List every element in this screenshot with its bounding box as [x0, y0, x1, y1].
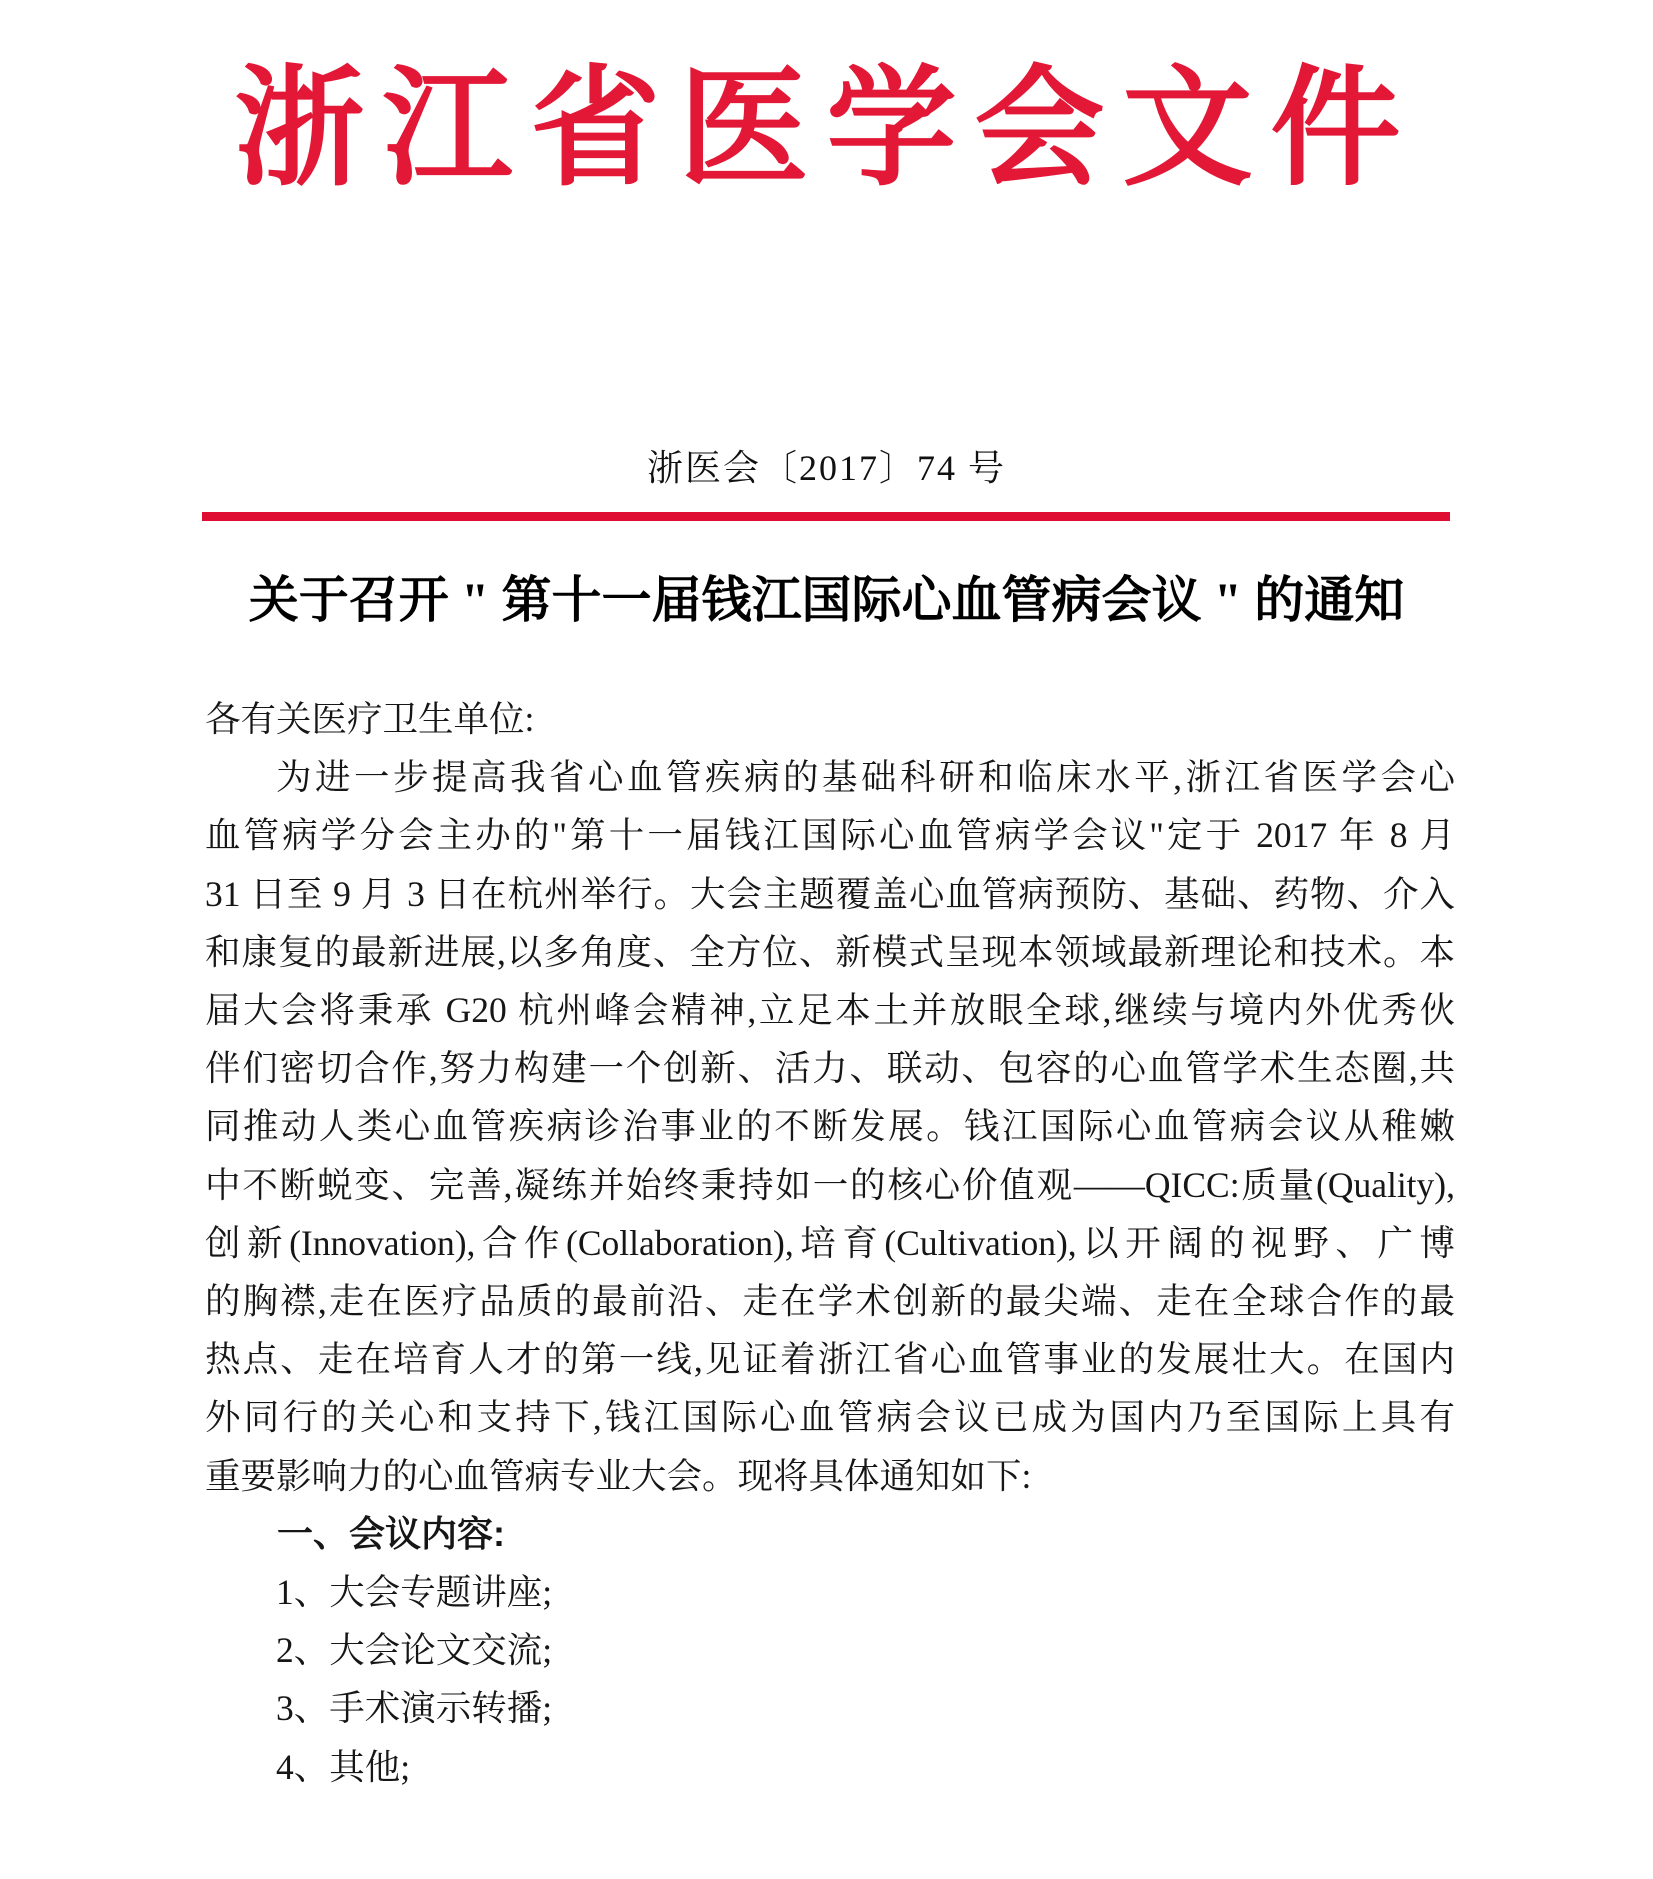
document-body: [205, 690, 1455, 1796]
document-number: 浙医会〔2017〕74 号: [646, 448, 1006, 488]
body-line: 31 日至 9 月 3 日在杭州举行。大会主题覆盖心血管病预防、基础、药物、介入: [205, 873, 1455, 914]
salutation-line: 各有关医疗卫生单位:: [205, 699, 535, 739]
body-closing-line: 重要影响力的心血管病专业大会。现将具体通知如下:: [205, 1455, 1032, 1496]
list-item: 4、其他;: [276, 1746, 411, 1787]
body-line: 创新(Innovation),合作(Collaboration),培育(Cultivation),以开阔的视野、广博: [205, 1222, 1455, 1263]
list-item: 3、手术演示转播;: [276, 1688, 553, 1729]
notice-title: 关于召开 " 第十一届钱江国际心血管病会议 " 的通知: [248, 572, 1405, 628]
body-line: 为进一步提高我省心血管疾病的基础科研和临床水平,浙江省医学会心: [276, 757, 1455, 798]
body-line: 和康复的最新进展,以多角度、全方位、新模式呈现本领域最新理论和技术。本: [205, 931, 1455, 972]
body-line: 外同行的关心和支持下,钱江国际心血管病会议已成为国内乃至国际上具有: [205, 1397, 1455, 1438]
body-line: 血管病学分会主办的"第十一届钱江国际心血管病学会议"定于 2017 年 8 月: [205, 815, 1455, 856]
section-heading: 一、会议内容:: [277, 1512, 505, 1554]
body-line: 同推动人类心血管疾病诊治事业的不断发展。钱江国际心血管病会议从稚嫩: [205, 1106, 1455, 1147]
body-line: 伴们密切合作,努力构建一个创新、活力、联动、包容的心血管学术生态圈,共: [205, 1048, 1455, 1089]
red-divider-rule: [202, 512, 1450, 521]
body-line: 热点、走在培育人才的第一线,见证着浙江省心血管事业的发展壮大。在国内: [205, 1339, 1455, 1380]
list-item: 1、大会专题讲座;: [276, 1572, 553, 1613]
list-item: 2、大会论文交流;: [276, 1630, 553, 1671]
body-line: 的胸襟,走在医疗品质的最前沿、走在学术创新的最尖端、走在全球合作的最: [205, 1281, 1455, 1322]
masthead-title: 浙江省医学会文件: [234, 58, 1419, 202]
body-line: 届大会将秉承 G20 杭州峰会精神,立足本土并放眼全球,继续与境内外优秀伙: [205, 990, 1455, 1031]
body-line: 中不断蜕变、完善,凝练并始终秉持如一的核心价值观——QICC:质量(Quality),: [205, 1164, 1455, 1205]
